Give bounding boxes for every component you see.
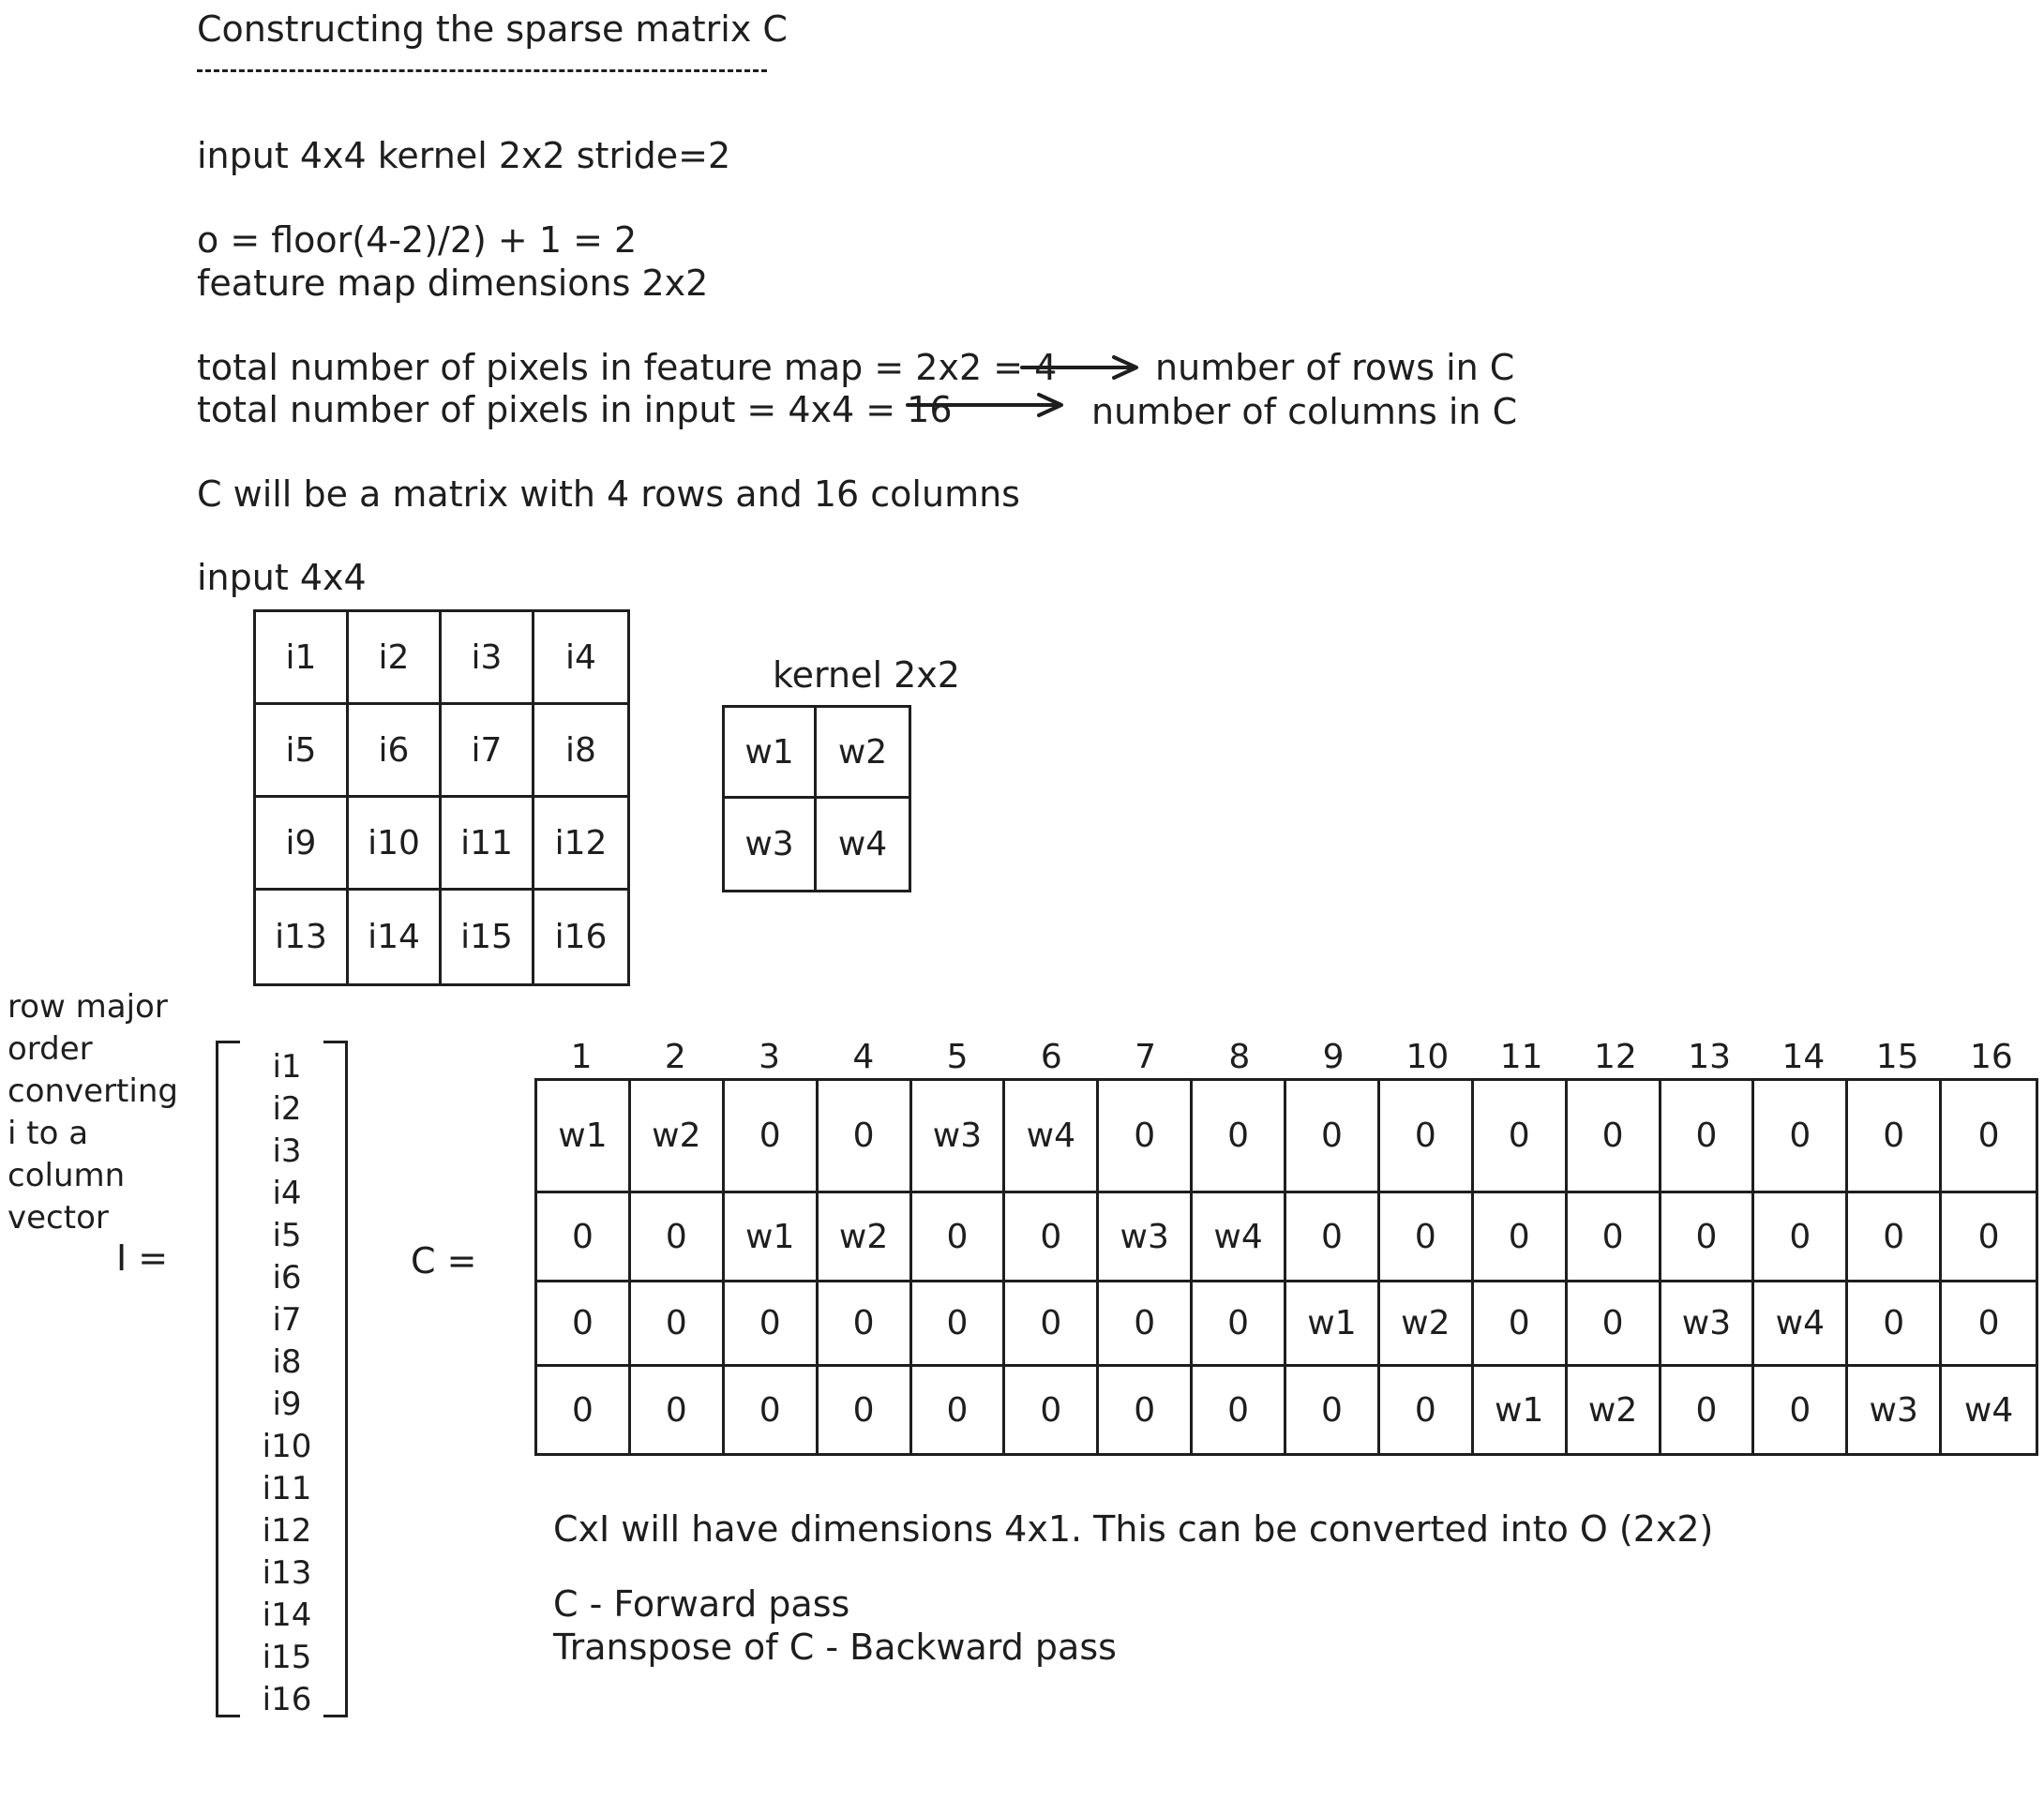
vector-label: I = (116, 1237, 169, 1279)
matrix-cell: w2 (631, 1081, 725, 1193)
matrix-cell: w3 (1848, 1367, 1942, 1453)
column-header: 16 (1969, 1038, 2013, 1076)
matrix-cell: 0 (537, 1367, 631, 1453)
column-header: 3 (759, 1038, 781, 1076)
matrix-cell: 0 (1099, 1282, 1193, 1367)
matrix-cell: 0 (1005, 1193, 1099, 1282)
input-cell: i8 (534, 705, 627, 798)
matrix-cell: 0 (537, 1193, 631, 1282)
matrix-cell: 0 (1942, 1193, 2036, 1282)
matrix-cell: 0 (1005, 1367, 1099, 1453)
matrix-label: C = (411, 1240, 477, 1282)
matrix-cell: 0 (1474, 1282, 1568, 1367)
matrix-cell: 0 (1193, 1282, 1286, 1367)
matrix-cell: 0 (1380, 1367, 1474, 1453)
matrix-cell: 0 (1286, 1193, 1380, 1282)
matrix-cell: 0 (1661, 1193, 1755, 1282)
matrix-cell: 0 (725, 1367, 819, 1453)
vector-item: i16 (262, 1681, 312, 1718)
column-header: 15 (1875, 1038, 1919, 1076)
column-header: 10 (1405, 1038, 1450, 1076)
column-header: 8 (1228, 1038, 1251, 1076)
rows-arrow-icon (1020, 352, 1142, 381)
vector-item: i4 (272, 1175, 302, 1212)
matrix-cell: w1 (537, 1081, 631, 1193)
input-cell: i4 (534, 612, 627, 705)
matrix-cell: 0 (1568, 1282, 1661, 1367)
column-header: 14 (1781, 1038, 1826, 1076)
matrix-cell: 0 (1942, 1081, 2036, 1193)
matrix-cell: 0 (1286, 1081, 1380, 1193)
vector-item: i7 (272, 1301, 302, 1339)
dimension-note: CxI will have dimensions 4x1. This can be converted into O (2x2) (553, 1508, 1714, 1550)
matrix-cell: 0 (1848, 1193, 1942, 1282)
matrix-cell: 0 (1754, 1193, 1848, 1282)
column-header: 6 (1040, 1038, 1062, 1076)
input-cell: i5 (256, 705, 349, 798)
matrix-cell: w4 (1963, 1390, 2014, 1430)
matrix-cell: w1 (1474, 1367, 1568, 1453)
matrix-cell: 0 (1286, 1367, 1380, 1453)
input-grid (253, 609, 630, 986)
vector-item: i11 (262, 1470, 312, 1507)
vector-item: i1 (272, 1048, 302, 1086)
column-header: 12 (1593, 1038, 1637, 1076)
matrix-cell: 0 (819, 1081, 912, 1193)
matrix-cell: 0 (1568, 1193, 1661, 1282)
column-header: 9 (1322, 1038, 1345, 1076)
column-header: 11 (1499, 1038, 1543, 1076)
input-cell: i11 (442, 798, 534, 891)
matrix-cell: w2 (1568, 1367, 1661, 1453)
matrix-cell: 0 (1099, 1367, 1193, 1453)
backward-pass-note: Transpose of C - Backward pass (553, 1627, 1117, 1668)
matrix-cell: 0 (1474, 1193, 1568, 1282)
matrix-cell: 0 (1193, 1367, 1286, 1453)
vector-item: i12 (262, 1512, 312, 1550)
title-underline (197, 69, 767, 72)
input-cell: i15 (442, 891, 534, 983)
vector-item: i8 (272, 1343, 302, 1381)
vector-item: i14 (262, 1597, 312, 1634)
input-cell: i2 (349, 612, 442, 705)
matrix-cell: 0 (912, 1282, 1006, 1367)
sparse-matrix-c (534, 1078, 2038, 1456)
vector-item: i10 (262, 1428, 312, 1465)
matrix-cell: 0 (1568, 1081, 1661, 1193)
rows-result-text: number of rows in C (1155, 347, 1515, 388)
rows-pixels-text: total number of pixels in feature map = 2x2 = 4 (197, 347, 1058, 388)
input-cell: i10 (349, 798, 442, 891)
input-grid-label: input 4x4 (197, 557, 367, 598)
page-title: Constructing the sparse matrix C (197, 8, 788, 50)
matrix-cell: 0 (1848, 1081, 1942, 1193)
matrix-cell: 0 (1754, 1367, 1848, 1453)
input-cell: i14 (349, 891, 442, 983)
vector-item: i2 (272, 1090, 302, 1128)
kernel-cell: w1 (725, 708, 817, 799)
column-header: 7 (1135, 1038, 1157, 1076)
matrix-cell: w4 (1005, 1081, 1099, 1193)
column-header: 2 (664, 1038, 686, 1076)
matrix-cell: 0 (631, 1367, 725, 1453)
matrix-cell: 0 (1754, 1081, 1848, 1193)
kernel-cell: w3 (725, 799, 817, 890)
kernel-cell: w4 (837, 825, 888, 863)
matrix-cell: 0 (1848, 1282, 1942, 1367)
cols-pixels-text: total number of pixels in input = 4x4 = 16 (197, 389, 953, 430)
matrix-cell: 0 (1193, 1081, 1286, 1193)
matrix-cell: w2 (1380, 1282, 1474, 1367)
matrix-cell: 0 (631, 1193, 725, 1282)
vector-item: i3 (272, 1132, 302, 1170)
kernel-cell: w2 (817, 708, 909, 799)
matrix-cell: w4 (1754, 1282, 1848, 1367)
matrix-cell: 0 (1661, 1367, 1755, 1453)
input-cell: i3 (442, 612, 534, 705)
matrix-cell: 0 (912, 1367, 1006, 1453)
input-cell: i6 (349, 705, 442, 798)
setup-output-formula: o = floor(4-2)/2) + 1 = 2 (197, 219, 638, 261)
input-cell: i16 (554, 918, 608, 956)
input-cell: i1 (256, 612, 349, 705)
matrix-cell: w4 (1193, 1193, 1286, 1282)
matrix-cell: 0 (1380, 1081, 1474, 1193)
matrix-cell: 0 (631, 1282, 725, 1367)
matrix-cell: 0 (1661, 1081, 1755, 1193)
vector-item: i5 (272, 1217, 302, 1254)
matrix-cell: 0 (537, 1282, 631, 1367)
vector-bracket-left (216, 1041, 240, 1717)
input-cell: i7 (442, 705, 534, 798)
matrix-cell: w3 (1661, 1282, 1755, 1367)
setup-feature-map-dims: feature map dimensions 2x2 (197, 262, 709, 304)
row-major-note: row major order converting i to a column vector (8, 988, 178, 1237)
matrix-cell: 0 (1474, 1081, 1568, 1193)
column-header: 5 (946, 1038, 969, 1076)
vector-item: i15 (262, 1639, 312, 1676)
matrix-cell: w1 (725, 1193, 819, 1282)
cols-arrow-icon (906, 390, 1065, 418)
kernel-grid (722, 705, 911, 892)
matrix-cell: 0 (1005, 1282, 1099, 1367)
matrix-cell: w3 (1099, 1193, 1193, 1282)
matrix-cell: 0 (819, 1367, 912, 1453)
matrix-cell: 0 (725, 1282, 819, 1367)
vector-item: i9 (272, 1386, 302, 1423)
vector-item: i6 (272, 1259, 302, 1297)
matrix-cell: w3 (912, 1081, 1006, 1193)
matrix-cell: 0 (1942, 1282, 2036, 1367)
matrix-column-headers (534, 1036, 2038, 1079)
column-header: 1 (570, 1038, 593, 1076)
input-cell: i9 (256, 798, 349, 891)
input-cell: i12 (534, 798, 627, 891)
matrix-cell: w2 (819, 1193, 912, 1282)
column-vector (246, 1046, 328, 1721)
matrix-cell: 0 (912, 1193, 1006, 1282)
column-header: 13 (1688, 1038, 1732, 1076)
setup-input-kernel: input 4x4 kernel 2x2 stride=2 (197, 135, 731, 176)
matrix-summary: C will be a matrix with 4 rows and 16 columns (197, 473, 1020, 515)
column-header: 4 (852, 1038, 875, 1076)
matrix-cell: w1 (1286, 1282, 1380, 1367)
matrix-cell: 0 (819, 1282, 912, 1367)
matrix-cell: 0 (1380, 1193, 1474, 1282)
matrix-cell: 0 (725, 1081, 819, 1193)
matrix-cell: 0 (1099, 1081, 1193, 1193)
forward-pass-note: C - Forward pass (553, 1583, 850, 1625)
vector-item: i13 (262, 1554, 312, 1592)
input-cell: i13 (256, 891, 349, 983)
kernel-grid-label: kernel 2x2 (773, 654, 960, 696)
cols-result-text: number of columns in C (1091, 391, 1518, 432)
